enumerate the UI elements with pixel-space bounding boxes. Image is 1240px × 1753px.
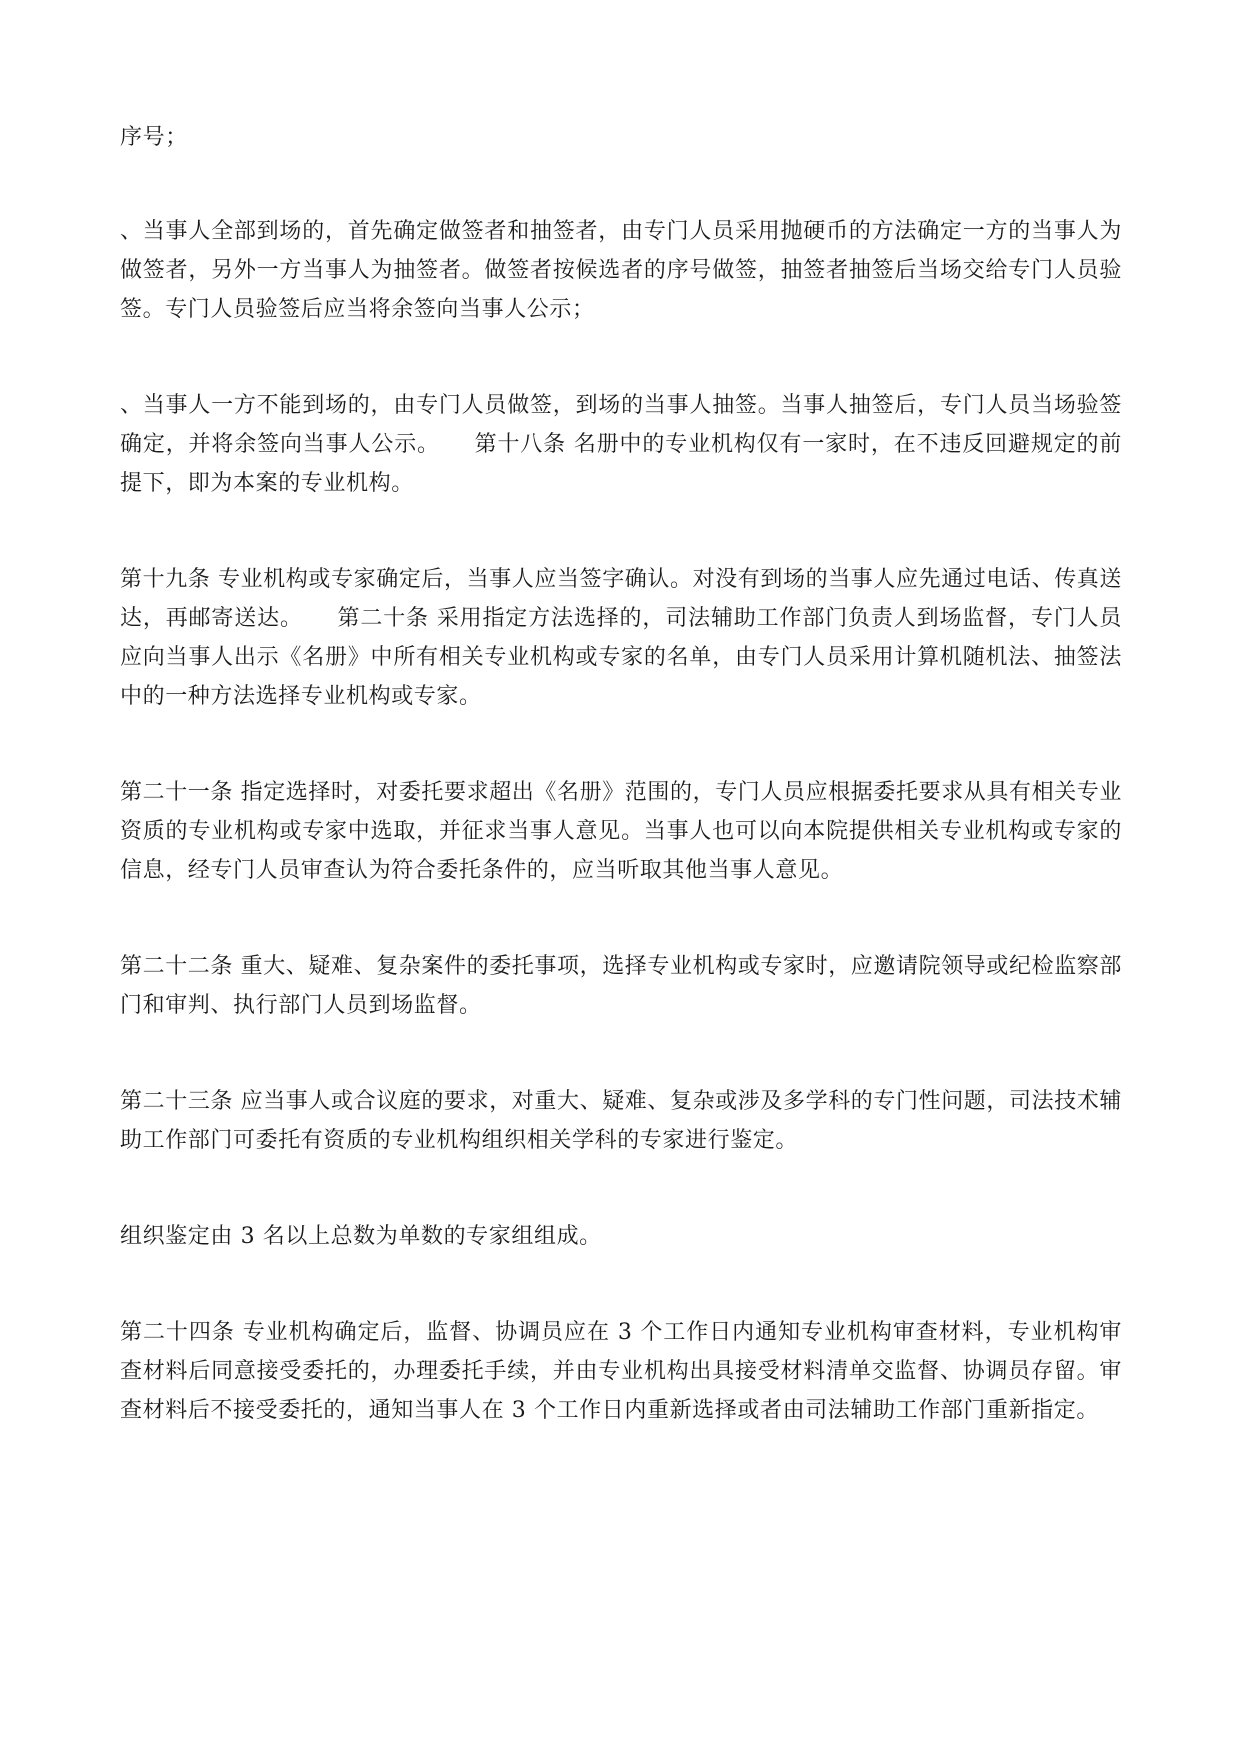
- paragraph-4: 第十九条 专业机构或专家确定后，当事人应当签字确认。对没有到场的当事人应先通过电话、传真送达，再邮寄送达。 第二十条 采用指定方法选择的，司法辅助工作部门负责人到场监督，专门人员应向当事人出示《名册》中所有相关专业机构或专家的名单，由专门人员采用计算机随机法、抽签法中的一种方法选择专业机构或专家。: [120, 567, 1122, 709]
- paragraph-2: 、当事人全部到场的，首先确定做签者和抽签者，由专门人员采用抛硬币的方法确定一方的当事人为做签者，另外一方当事人为抽签者。做签者按候选者的序号做签，抽签者抽签后当场交给专门人员验签。专门人员验签后应当将余签向当事人公示；: [120, 219, 1122, 322]
- paragraph-9: 第二十四条 专业机构确定后，监督、协调员应在 3 个工作日内通知专业机构审查材料，专业机构审查材料后同意接受委托的，办理委托手续，并由专业机构出具接受材料清单交监督、协调员存留。审查材料后不接受委托的，通知当事人在 3 个工作日内重新选择或者由司法辅助工作部门重新指定。: [120, 1320, 1122, 1423]
- paragraph-1: 序号；: [120, 125, 188, 150]
- paragraph-5: 第二十一条 指定选择时，对委托要求超出《名册》范围的，专门人员应根据委托要求从具有相关专业资质的专业机构或专家中选取，并征求当事人意见。当事人也可以向本院提供相关专业机构或专家的信息，经专门人员审查认为符合委托条件的，应当听取其他当事人意见。: [120, 780, 1122, 883]
- paragraph-8: 组织鉴定由 3 名以上总数为单数的专家组组成。: [120, 1224, 602, 1249]
- paragraph-6: 第二十二条 重大、疑难、复杂案件的委托事项，选择专业机构或专家时，应邀请院领导或纪检监察部门和审判、执行部门人员到场监督。: [120, 954, 1122, 1018]
- paragraph-3: 、当事人一方不能到场的，由专门人员做签，到场的当事人抽签。当事人抽签后，专门人员当场验签确定，并将余签向当事人公示。 第十八条 名册中的专业机构仅有一家时，在不违反回避规定的前提下，即为本案的专业机构。: [120, 393, 1122, 496]
- paragraph-7: 第二十三条 应当事人或合议庭的要求，对重大、疑难、复杂或涉及多学科的专门性问题，司法技术辅助工作部门可委托有资质的专业机构组织相关学科的专家进行鉴定。: [120, 1089, 1122, 1153]
